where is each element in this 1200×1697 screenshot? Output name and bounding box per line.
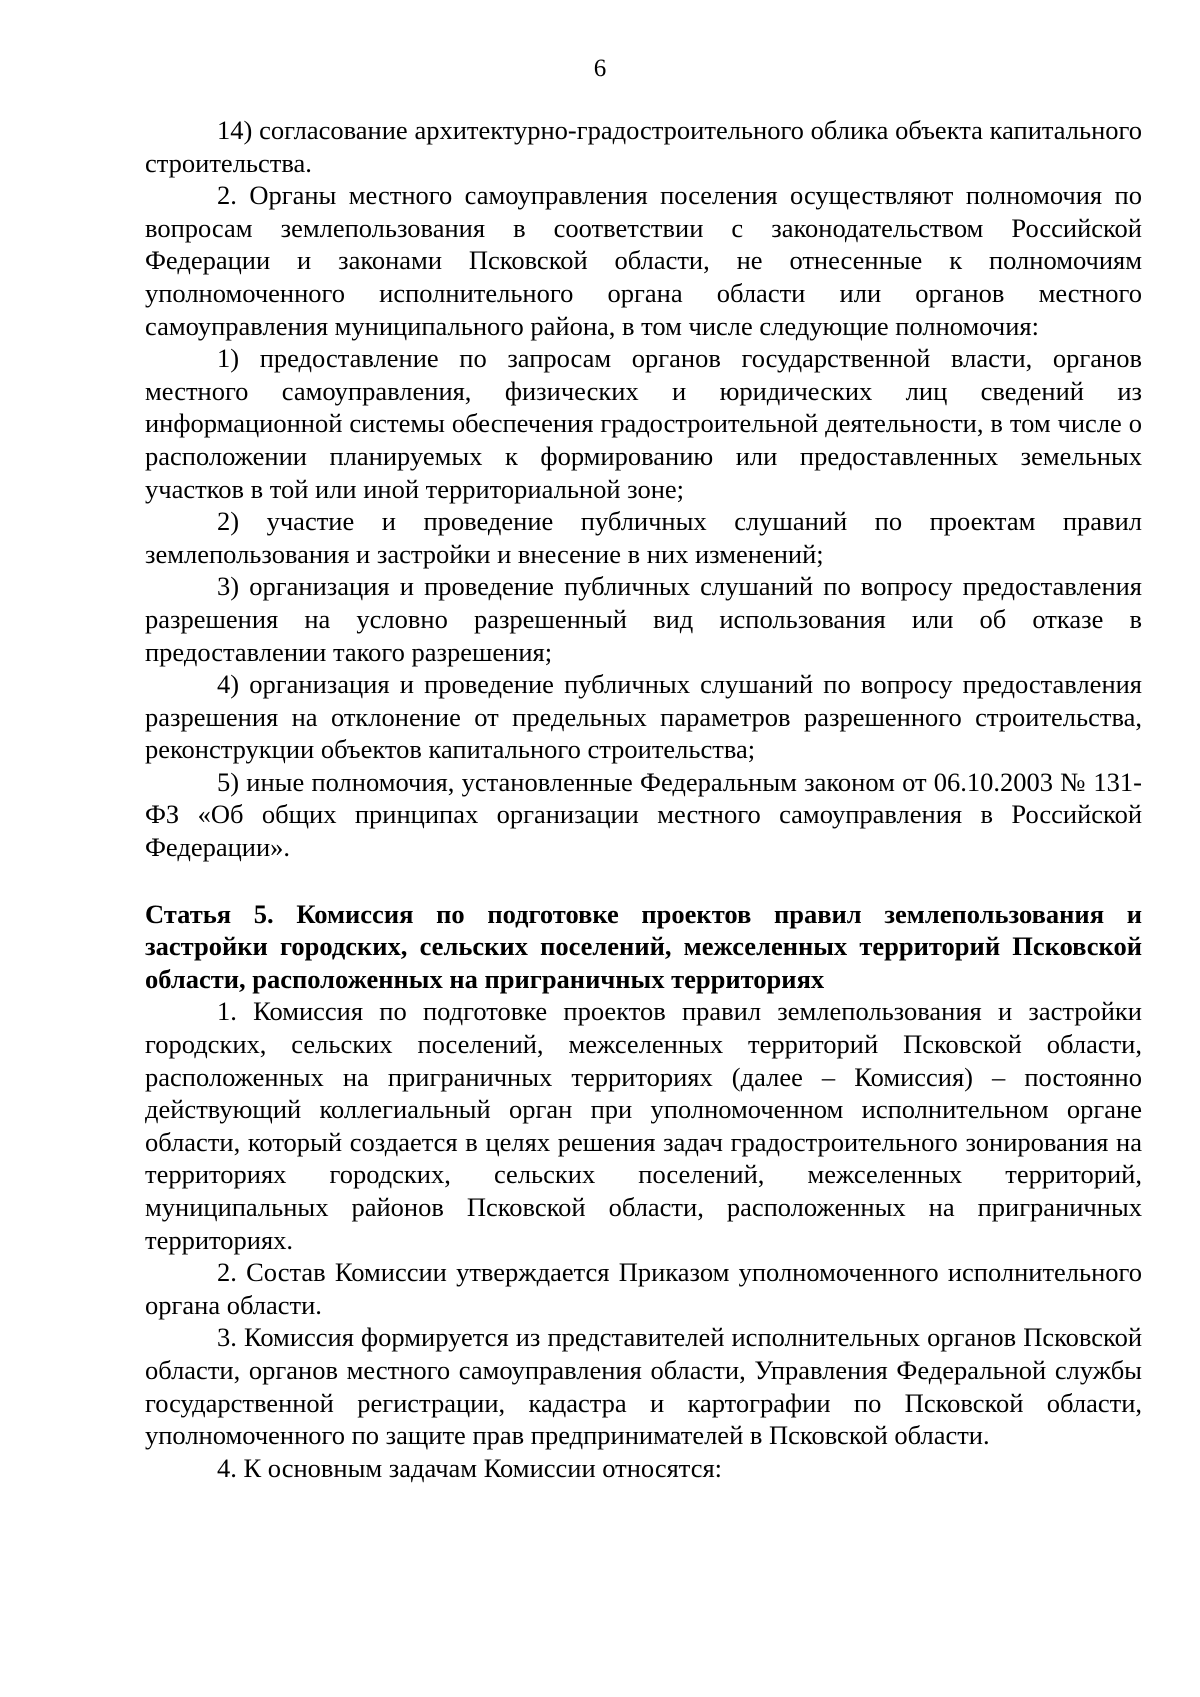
- paragraph-power-1: 1) предоставление по запросам органов государственной власти, органов местного самоуправления, физических и юридических лиц сведений из информационной системы обеспечения градостроительной деятельности, в том числе о расположении планируемых к формированию или предоставленных земельных участков в той или иной территориальной зоне;: [145, 343, 1142, 504]
- paragraph-item-14: 14) согласование архитектурно-градостроительного облика объекта капитального строительства.: [145, 115, 1142, 178]
- document-body: [145, 114, 1142, 1484]
- paragraph-power-5: 5) иные полномочия, установленные Федеральным законом от 06.10.2003 № 131-ФЗ «Об общих принципах организации местного самоуправления в Российской Федерации».: [145, 766, 1142, 863]
- paragraph-commission-definition: 1. Комиссия по подготовке проектов правил землепользования и застройки городских, сельских поселений, межселенных территорий Псковской области, расположенных на приграничных территориях (далее – Комиссия) – постоянно действующий коллегиальный орган при уполномоченном исполнительном органе области, который создается в целях решения задач градостроительного зонирования на территориях городских, сельских поселений, межселенных территорий, муниципальных районов Псковской области, расположенных на приграничных территориях.: [145, 996, 1142, 1255]
- paragraph-power-3: 3) организация и проведение публичных слушаний по вопросу предоставления разрешения на условно разрешенный вид использования или об отказе в предоставлении такого разрешения;: [145, 571, 1142, 667]
- article-heading: Статья 5. Комиссия по подготовке проектов правил землепользования и застройки городских, сельских поселений, межселенных территорий Псковской области, расположенных на приграничных территориях: [145, 898, 1142, 994]
- paragraph-power-2: 2) участие и проведение публичных слушаний по проектам правил землепользования и застройки и внесение в них изменений;: [145, 506, 1142, 569]
- paragraph-commission-composition: 2. Состав Комиссии утверждается Приказом уполномоченного исполнительного органа области.: [145, 1257, 1142, 1320]
- paragraph-powers-intro: 2. Органы местного самоуправления поселения осуществляют полномочия по вопросам землепользования в соответствии с законодательством Российской Федерации и законами Псковской области, не отнесенные к полномочиям уполномоченного исполнительного органа области или органов местного самоуправления муниципального района, в том числе следующие полномочия:: [145, 180, 1142, 341]
- page-number: 6: [593, 55, 607, 82]
- paragraph-commission-formation: 3. Комиссия формируется из представителей исполнительных органов Псковской области, органов местного самоуправления области, Управления Федеральной службы государственной регистрации, кадастра и картографии по Псковской области, уполномоченного по защите прав предпринимателей в Псковской области.: [145, 1322, 1142, 1451]
- paragraph-power-4: 4) организация и проведение публичных слушаний по вопросу предоставления разрешения на отклонение от предельных параметров разрешенного строительства, реконструкции объектов капитального строительства;: [145, 669, 1142, 765]
- paragraph-commission-tasks: 4. К основным задачам Комиссии относятся:: [217, 1452, 723, 1483]
